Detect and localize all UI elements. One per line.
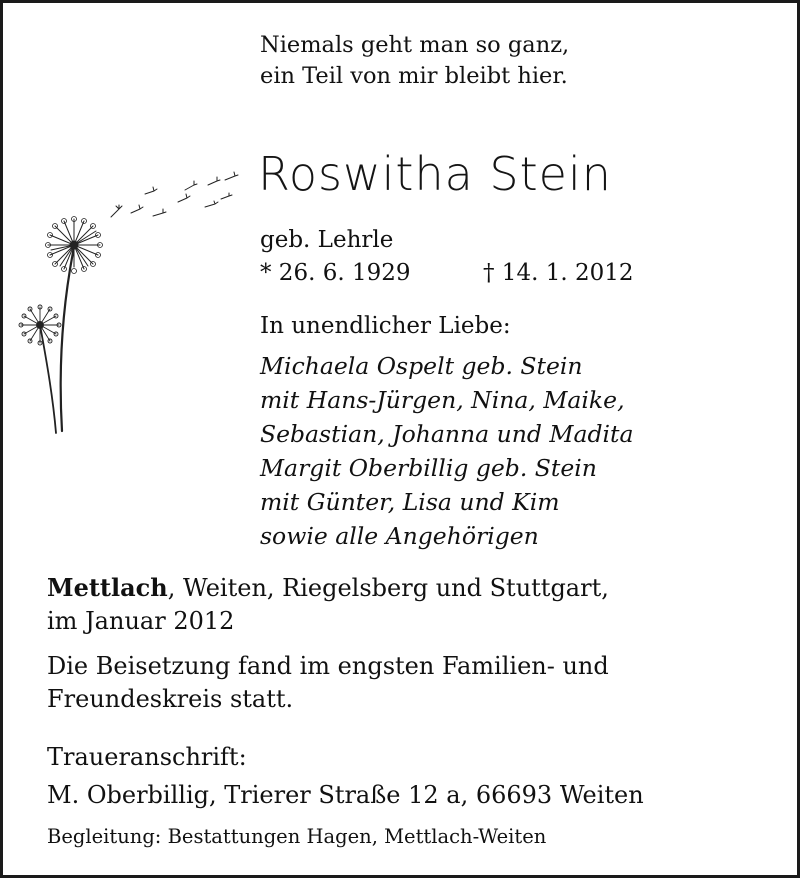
address-value: M. Oberbillig, Trierer Straße 12 a, 66693 Weiten	[47, 781, 644, 809]
birth-date: * 26. 6. 1929	[260, 260, 411, 286]
birth-name: geb. Lehrle	[260, 227, 394, 253]
undertaker-line: Begleitung: Bestattungen Hagen, Mettlach-Weiten	[47, 825, 547, 848]
place-line	[47, 573, 609, 602]
mourner-line: Sebastian, Johanna und Madita	[260, 420, 634, 448]
burial-line-1: Die Beisetzung fand im engsten Familien- und	[47, 652, 609, 680]
obituary-card	[3, 3, 797, 875]
place-date: im Januar 2012	[47, 607, 235, 635]
mourners-intro: In unendlicher Liebe:	[260, 313, 511, 339]
burial-line-2: Freundeskreis statt.	[47, 685, 294, 713]
mourner-line: Margit Oberbillig geb. Stein	[260, 454, 597, 482]
mourner-line: sowie alle Angehörigen	[260, 522, 539, 550]
place-rest: , Weiten, Riegelsberg und Stuttgart,	[167, 574, 609, 602]
death-date: † 14. 1. 2012	[483, 260, 634, 286]
mourner-line: mit Günter, Lisa und Kim	[260, 488, 560, 516]
address-label: Traueranschrift:	[47, 743, 247, 771]
mourner-line: mit Hans-Jürgen, Nina, Maike,	[260, 386, 625, 414]
motto-line-1: Niemals geht man so ganz,	[260, 32, 570, 58]
dandelion-icon	[3, 3, 263, 443]
motto-line-2: ein Teil von mir bleibt hier.	[260, 63, 568, 89]
mourner-line: Michaela Ospelt geb. Stein	[260, 352, 583, 380]
deceased-name: Roswitha Stein	[258, 147, 612, 201]
place-bold: Mettlach	[47, 573, 168, 602]
